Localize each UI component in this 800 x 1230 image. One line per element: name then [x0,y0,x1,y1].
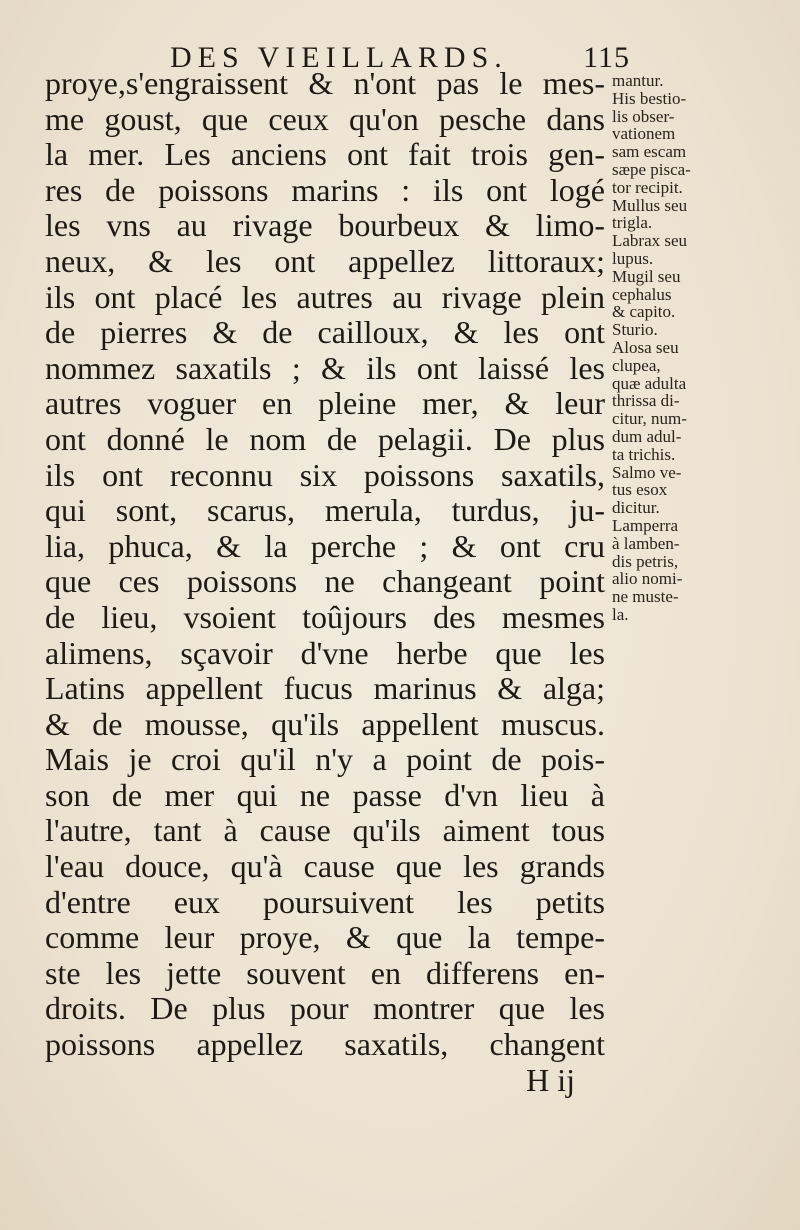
text-line: res de poissons marins : ils ont logé [45,171,605,208]
text-line: Latins appellent fucus marinus & alga; [45,670,605,707]
margin-note-line: à lamben- [612,533,680,553]
margin-note-line: clupea, [612,355,661,375]
text-line: me goust, que ceux qu'on pesche dans [45,100,605,137]
margin-note-line: Salmo ve- [612,462,682,482]
margin-note-line: Alosa seu [612,337,679,357]
margin-note-line: alio nomi- [612,569,683,589]
text-line: proye,s'engraissent & n'ont pas le mes- [45,65,605,101]
text-line: alimens, sçavoir d'vne herbe que les [45,634,605,671]
signature-mark: H ij [526,1061,575,1098]
text-line: lia, phuca, & la perche ; & ont cru [45,527,605,564]
margin-note-line: Mullus seu [612,195,688,215]
margin-note-line: cephalus [612,284,672,304]
text-line: neux, & les ont appellez littoraux; [45,242,605,279]
text-line: l'eau douce, qu'à cause que les grands [45,848,605,885]
margin-note-line: citur, num- [612,409,687,429]
margin-note-line: Labrax seu [612,231,688,251]
margin-note-line: tus esox [612,480,668,500]
text-line: la mer. Les anciens ont fait trois gen- [45,136,605,173]
text-line: & de mousse, qu'ils appellent muscus. [45,705,605,742]
text-line: comme leur proye, & que la tempe- [45,919,605,956]
margin-note-line: thrissa di- [612,391,680,411]
margin-note-line: vationem [612,124,676,144]
text-line: que ces poissons ne changeant point [45,563,605,600]
text-line: poissons appellez saxatils, changent [45,1026,605,1063]
text-line: nommez saxatils ; & ils ont laissé les [45,349,605,386]
text-line: de lieu, vsoient toûjours des mesmes [45,598,605,635]
text-line: de pierres & de cailloux, & les ont [45,314,605,351]
text-line: qui sont, scarus, merula, turdus, ju- [45,492,605,529]
margin-note-line: lis obser- [612,106,675,126]
margin-note-line: Sturio. [612,320,658,340]
margin-note-line: Mugil seu [612,266,681,286]
margin-note-line: ta trichis. [612,444,676,464]
margin-note-line: dum adul- [612,426,682,446]
text-line: ils ont reconnu six poissons saxatils, [45,456,605,493]
margin-note-line: quæ adulta [612,373,687,393]
margin-note-line: la. [612,604,629,624]
text-line: droits. De plus pour montrer que les [45,990,605,1027]
margin-note-line: trigla. [612,213,653,233]
margin-note-line: Lamperra [612,515,679,535]
text-line: ont donné le nom de pelagii. De plus [45,420,605,457]
margin-note-line: ne muste- [612,587,679,607]
margin-note-line: dicitur. [612,498,660,518]
running-title: DES VIEILLARDS. [170,41,508,74]
margin-note-line: tor recipit. [612,177,683,197]
margin-note-line: dis petris, [612,551,679,571]
text-line: ils ont placé les autres au rivage plein [45,278,605,315]
margin-notes [612,72,762,624]
margin-note-line: mantur. [612,71,664,90]
text-line: les vns au rivage bourbeux & limo- [45,207,605,244]
page-number: 115 [583,41,630,74]
margin-note-line: lupus. [612,248,654,268]
margin-note-line: His bestio- [612,88,687,108]
margin-note-line: sæpe pisca- [612,159,691,179]
text-line: autres voguer en pleine mer, & leur [45,385,605,422]
margin-note-line: sam escam [612,142,687,162]
text-line: Mais je croi qu'il n'y a point de pois- [45,741,605,778]
text-line: ste les jette souvent en differens en- [45,954,605,991]
text-line: l'autre, tant à cause qu'ils aiment tous [45,812,605,849]
main-text [45,66,605,1098]
text-line: son de mer qui ne passe d'vn lieu à [45,776,605,813]
margin-note-line: & capito. [612,302,676,322]
text-line: d'entre eux poursuivent les petits [45,883,605,920]
